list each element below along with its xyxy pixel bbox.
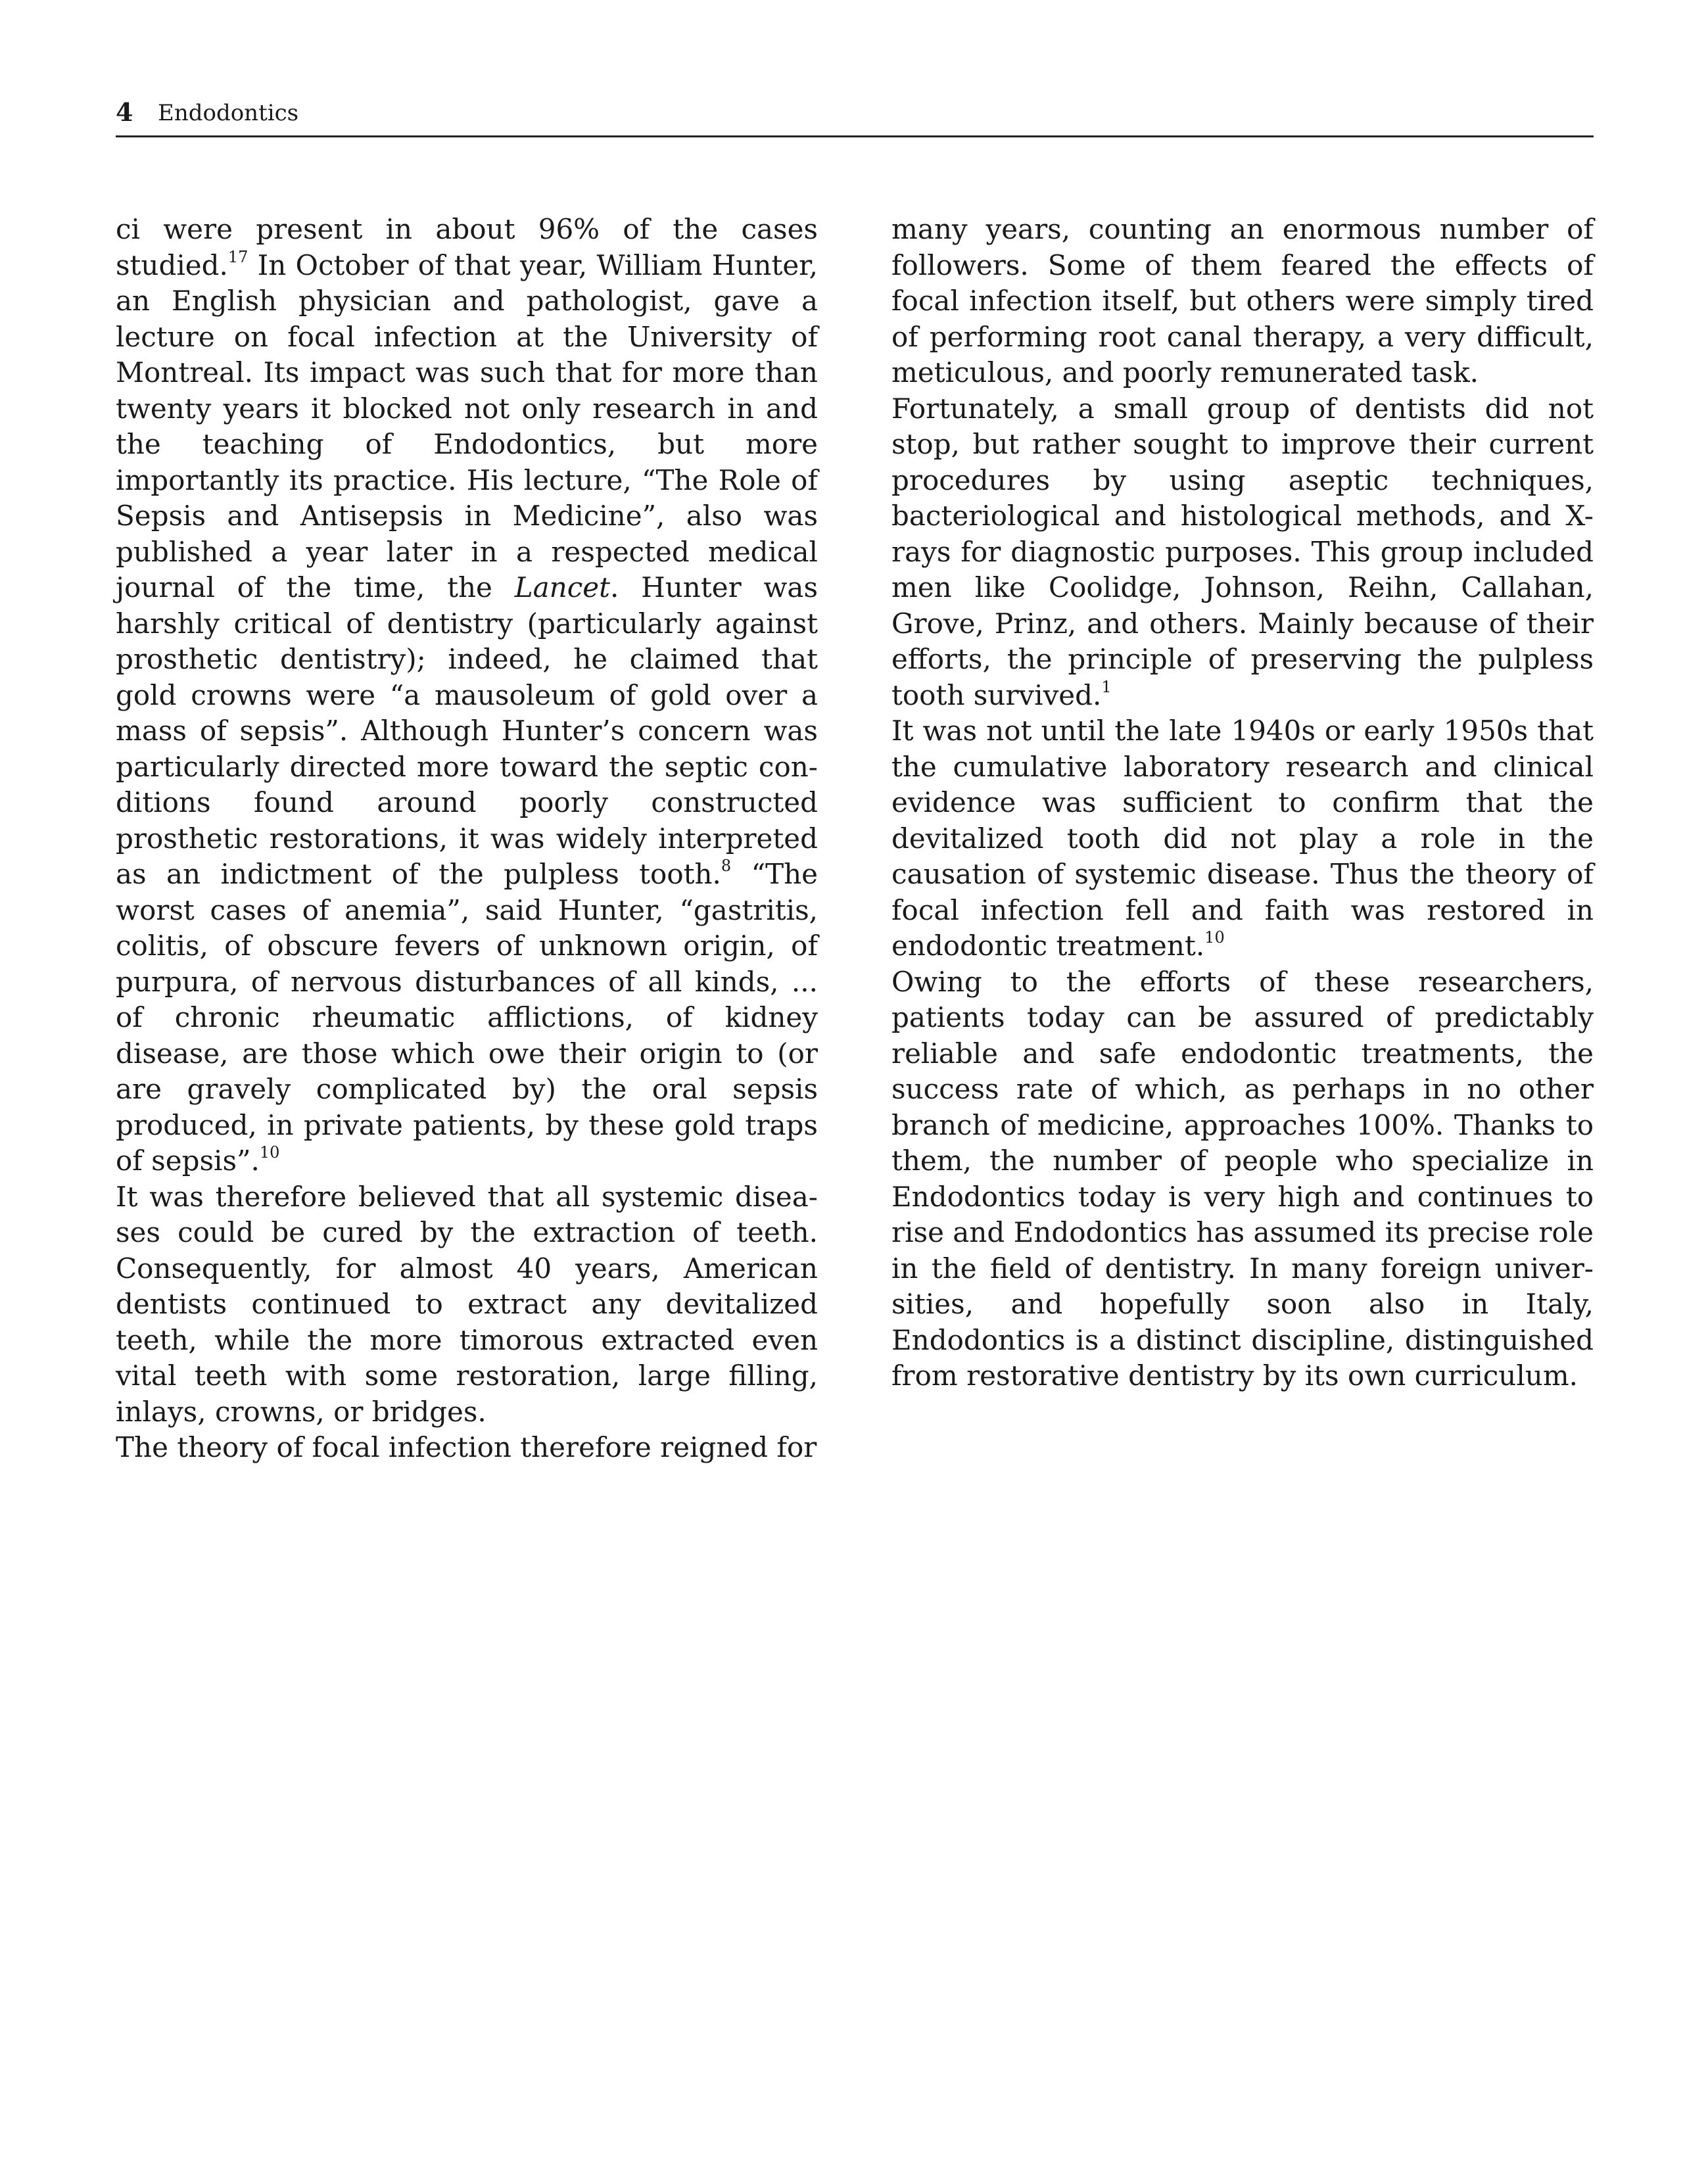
- citation-superscript: 10: [1204, 928, 1225, 947]
- citation-superscript: 10: [259, 1143, 280, 1162]
- paragraph: It was therefore believed that all systemic diseases could be cured by the extraction of teeth. Consequently, for almost 40 years, American dentists continued to extract any devitalized teeth, while the more timorous extracted even vital teeth with some restoration, large filling, inlays, crowns, or bridges.: [116, 1180, 818, 1428]
- citation-superscript: 17: [227, 247, 249, 266]
- text-run: Fortunately, a small group of dentists did not stop, but rather sought to improve their current procedures by using aseptic techniques, bacteriological and histological methods, and X-rays for diagnostic purposes. This group included men like Coolidge, Johnson, Reihn, Callahan, Grove, Prinz, and others. Mainly because of their efforts, the principle of preserving the pulpless tooth survived.: [891, 392, 1594, 711]
- paragraph: many years, counting an enormous number of followers. Some of them feared the effects of focal infection itself, but others were simply tired of performing root canal therapy, a very difficult, meticulous, and poorly remunerated task.: [891, 213, 1594, 389]
- citation-superscript: 8: [721, 857, 732, 875]
- paragraph: [891, 391, 1594, 714]
- running-title: Endodontics: [158, 100, 299, 126]
- paragraph: The theory of focal infection therefore reigned for: [116, 1431, 817, 1463]
- paragraph: [891, 713, 1594, 964]
- text-run: It was not until the late 1940s or early 1950s that the cumulative laboratory research and clinical evidence was sufficient to confirm that the devitalized tooth did not play a role in the causation of systemic disease. Thus the theory of focal infection fell and faith was restored in endodontic treatment.: [891, 715, 1594, 962]
- journal-name: Lancet: [514, 571, 610, 603]
- left-column: [116, 212, 818, 1466]
- paragraph: Owing to the efforts of these researchers, patients today can be assured of predictably reliable and safe endodontic treatments, the success rate of which, as perhaps in no other branch of medicine, approaches 100%. Thanks to them, the number of people who specialize in Endodontics today is very high and continues to rise and Endodontics has assumed its precise role in the field of dentistry. In many foreign universities, and hopefully soon also in Italy, Endodontics is a distinct discipline, distinguished from restorative dentistry by its own curriculum.: [891, 965, 1594, 1392]
- page-number: 4: [116, 97, 133, 127]
- text-run: . Hunter was harshly critical of dentistry (particularly against prosthetic dentistry); indeed, he claimed that gold crowns were “a mausoleum of gold over a mass of sepsis”. Although Hunter’s concern was particularly directed more toward the septic conditions found around poorly constructed prosthetic restorations, it was widely interpreted as an indictment of the pulpless tooth.: [116, 571, 818, 890]
- text-run: In October of that year, William Hunter, an English physician and pathologist, gave a lecture on focal infection at the University of Montreal. Its impact was such that for more than twenty years it blocked not only research in and the teaching of Endodontics, but more importantly its practice. His lecture, “The Role of Sepsis and Antisepsis in Medicine”, also was published a year later in a respected medical journal of the time, the: [116, 248, 818, 603]
- right-column: [891, 212, 1594, 1394]
- paragraph: [116, 212, 818, 1179]
- text-run: “The worst cases of anemia”, said Hunter, “gastritis, colitis, of obscure fevers of unknown origin, of purpura, of nervous disturbances of all kinds, ... of chronic rheumatic afflictions, of kidney disease, are those which owe their origin to (or are gravely complicated by) the oral sepsis produced, in private patients, by these gold traps of sepsis”.: [116, 858, 818, 1177]
- citation-superscript: 1: [1101, 677, 1112, 696]
- running-header: [116, 93, 1594, 137]
- text-run: ci were present in about 96% of the cases studied.: [116, 213, 818, 281]
